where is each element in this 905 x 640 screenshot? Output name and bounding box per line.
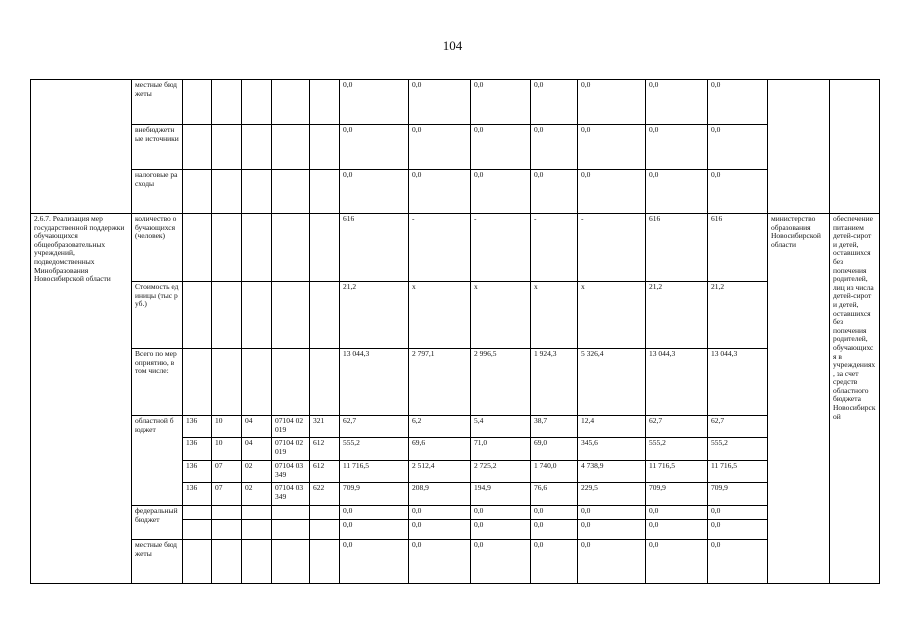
kbk-rz (212, 520, 242, 540)
kbk-gr (183, 214, 212, 282)
kbk-vr (310, 506, 340, 520)
kbk-rz: 07 (212, 461, 242, 483)
table-row (31, 282, 880, 349)
value-plan: 0,0 (646, 170, 708, 214)
value-q4: 0,0 (578, 125, 646, 170)
value-q1: 0,0 (409, 125, 471, 170)
kbk-pr: 02 (242, 461, 272, 483)
value-fact: 13 044,3 (708, 349, 768, 416)
kbk-vr (310, 80, 340, 125)
value-q1: 0,0 (409, 540, 471, 584)
kbk-rz: 10 (212, 438, 242, 461)
value-q3: 69,0 (531, 438, 578, 461)
value-fact: 0,0 (708, 170, 768, 214)
kbk-csr (272, 125, 310, 170)
value-q2: 0,0 (471, 170, 531, 214)
value-plan: 0,0 (646, 80, 708, 125)
value-q3: 38,7 (531, 416, 578, 438)
kbk-gr (183, 80, 212, 125)
page-number: 104 (442, 38, 463, 53)
value-total: 555,2 (340, 438, 409, 461)
value-plan: 0,0 (646, 540, 708, 584)
value-q1: 2 512,4 (409, 461, 471, 483)
kbk-pr (242, 540, 272, 584)
table-row (31, 125, 880, 170)
value-q4: 0,0 (578, 170, 646, 214)
value-q1: - (409, 214, 471, 282)
value-fact: 0,0 (708, 520, 768, 540)
value-fact: 709,9 (708, 483, 768, 506)
value-fact: 616 (708, 214, 768, 282)
kbk-csr (272, 349, 310, 416)
value-q3: - (531, 214, 578, 282)
kbk-pr (242, 170, 272, 214)
kbk-vr (310, 520, 340, 540)
kbk-pr (242, 125, 272, 170)
value-q1: х (409, 282, 471, 349)
value-q3: 76,6 (531, 483, 578, 506)
kbk-pr (242, 349, 272, 416)
value-fact: 21,2 (708, 282, 768, 349)
source-name: количество обучающихся (человек) (132, 214, 183, 282)
kbk-rz (212, 170, 242, 214)
budget-table (30, 79, 880, 584)
value-q3: 0,0 (531, 506, 578, 520)
value-q1: 0,0 (409, 520, 471, 540)
value-q4: 0,0 (578, 540, 646, 584)
value-q2: - (471, 214, 531, 282)
source-name: налоговые расходы (132, 170, 183, 214)
value-q4: 0,0 (578, 520, 646, 540)
value-q4: 12,4 (578, 416, 646, 438)
kbk-gr (183, 282, 212, 349)
value-q2: 2 996,5 (471, 349, 531, 416)
kbk-csr: 07104 03349 (272, 461, 310, 483)
kbk-rz (212, 80, 242, 125)
kbk-pr (242, 506, 272, 520)
kbk-csr: 07104 03349 (272, 483, 310, 506)
kbk-rz (212, 540, 242, 584)
value-q4: - (578, 214, 646, 282)
kbk-rz: 07 (212, 483, 242, 506)
source-name: областной бюджет (132, 416, 183, 506)
value-total: 62,7 (340, 416, 409, 438)
value-q4: х (578, 282, 646, 349)
value-total: 0,0 (340, 80, 409, 125)
measure-cell-prev (31, 80, 132, 214)
value-plan: 21,2 (646, 282, 708, 349)
kbk-vr (310, 282, 340, 349)
value-plan: 11 716,5 (646, 461, 708, 483)
value-total: 0,0 (340, 540, 409, 584)
value-q1: 0,0 (409, 80, 471, 125)
kbk-vr (310, 125, 340, 170)
table-row (31, 349, 880, 416)
value-fact: 0,0 (708, 506, 768, 520)
kbk-gr: 136 (183, 416, 212, 438)
kbk-csr (272, 506, 310, 520)
kbk-gr (183, 170, 212, 214)
value-plan: 62,7 (646, 416, 708, 438)
kbk-vr (310, 349, 340, 416)
value-q2: 194,9 (471, 483, 531, 506)
value-q2: 71,0 (471, 438, 531, 461)
kbk-rz (212, 349, 242, 416)
kbk-gr (183, 540, 212, 584)
kbk-pr (242, 214, 272, 282)
kbk-rz (212, 214, 242, 282)
table-row (31, 214, 880, 282)
table-row (31, 170, 880, 214)
value-q3: 0,0 (531, 520, 578, 540)
value-q4: 0,0 (578, 80, 646, 125)
value-fact: 0,0 (708, 80, 768, 125)
value-q2: 0,0 (471, 125, 531, 170)
result-cell-prev (830, 80, 880, 214)
value-plan: 616 (646, 214, 708, 282)
source-name: местные бюджеты (132, 80, 183, 125)
value-q4: 5 326,4 (578, 349, 646, 416)
kbk-vr (310, 214, 340, 282)
value-total: 0,0 (340, 506, 409, 520)
kbk-vr: 612 (310, 461, 340, 483)
value-q2: х (471, 282, 531, 349)
value-total: 0,0 (340, 125, 409, 170)
kbk-csr (272, 520, 310, 540)
value-q3: 1 924,3 (531, 349, 578, 416)
value-q4: 229,5 (578, 483, 646, 506)
value-q4: 0,0 (578, 506, 646, 520)
expected-result: обеспечение питанием детей-сирот и детей, оставшихся без попечения родителей, лиц из числа детей-сирот и детей, оставшихся без попечения родителей, обучающихся в учреждениях, за счет средств областного бюджета Новосибирской (830, 214, 880, 584)
value-plan: 13 044,3 (646, 349, 708, 416)
kbk-pr: 04 (242, 438, 272, 461)
value-total: 616 (340, 214, 409, 282)
value-plan: 709,9 (646, 483, 708, 506)
source-name: местные бюджеты (132, 540, 183, 584)
table-row (31, 540, 880, 584)
value-q1: 69,6 (409, 438, 471, 461)
kbk-gr: 136 (183, 438, 212, 461)
kbk-csr: 07104 02019 (272, 416, 310, 438)
value-q1: 0,0 (409, 170, 471, 214)
kbk-vr: 612 (310, 438, 340, 461)
value-q3: 0,0 (531, 125, 578, 170)
kbk-rz (212, 282, 242, 349)
value-fact: 0,0 (708, 540, 768, 584)
value-plan: 0,0 (646, 506, 708, 520)
value-q1: 2 797,1 (409, 349, 471, 416)
measure-name: 2.6.7. Реализация мер государственной поддержки обучающихся общеобразовательных учреждений, подведомственных Минобразования Новосибирской области (31, 214, 132, 584)
value-q3: 0,0 (531, 80, 578, 125)
kbk-rz (212, 506, 242, 520)
table-row (31, 80, 880, 125)
kbk-gr (183, 506, 212, 520)
value-plan: 0,0 (646, 125, 708, 170)
kbk-pr (242, 282, 272, 349)
value-fact: 0,0 (708, 125, 768, 170)
kbk-pr (242, 520, 272, 540)
value-fact: 11 716,5 (708, 461, 768, 483)
kbk-gr: 136 (183, 461, 212, 483)
kbk-pr: 04 (242, 416, 272, 438)
kbk-rz: 10 (212, 416, 242, 438)
kbk-gr (183, 349, 212, 416)
value-q3: 0,0 (531, 170, 578, 214)
value-q4: 4 738,9 (578, 461, 646, 483)
source-name: внебюджетные источники (132, 125, 183, 170)
value-q2: 0,0 (471, 520, 531, 540)
kbk-gr (183, 520, 212, 540)
kbk-csr: 07104 02019 (272, 438, 310, 461)
kbk-vr: 622 (310, 483, 340, 506)
kbk-csr (272, 540, 310, 584)
value-total: 21,2 (340, 282, 409, 349)
value-fact: 62,7 (708, 416, 768, 438)
kbk-gr (183, 125, 212, 170)
executor-name: министерство образования Новосибирской области (768, 214, 830, 584)
kbk-gr: 136 (183, 483, 212, 506)
value-total: 0,0 (340, 170, 409, 214)
value-fact: 555,2 (708, 438, 768, 461)
value-total: 709,9 (340, 483, 409, 506)
table-row (31, 506, 880, 520)
kbk-csr (272, 170, 310, 214)
value-plan: 0,0 (646, 520, 708, 540)
value-q2: 0,0 (471, 80, 531, 125)
kbk-vr: 321 (310, 416, 340, 438)
kbk-vr (310, 170, 340, 214)
value-q4: 345,6 (578, 438, 646, 461)
value-q2: 0,0 (471, 506, 531, 520)
source-name: федеральный бюджет (132, 506, 183, 540)
kbk-rz (212, 125, 242, 170)
value-q3: х (531, 282, 578, 349)
value-q3: 0,0 (531, 540, 578, 584)
executor-cell-prev (768, 80, 830, 214)
value-total: 0,0 (340, 520, 409, 540)
value-q1: 6,2 (409, 416, 471, 438)
kbk-pr: 02 (242, 483, 272, 506)
kbk-vr (310, 540, 340, 584)
value-q2: 2 725,2 (471, 461, 531, 483)
value-q1: 0,0 (409, 506, 471, 520)
kbk-pr (242, 80, 272, 125)
value-q2: 0,0 (471, 540, 531, 584)
value-total: 13 044,3 (340, 349, 409, 416)
value-plan: 555,2 (646, 438, 708, 461)
value-q3: 1 740,0 (531, 461, 578, 483)
value-q1: 208,9 (409, 483, 471, 506)
value-total: 11 716,5 (340, 461, 409, 483)
kbk-csr (272, 282, 310, 349)
kbk-csr (272, 80, 310, 125)
source-name: Стоимость единицы (тыс руб.) (132, 282, 183, 349)
kbk-csr (272, 214, 310, 282)
source-name: Всего по мероприятию, в том числе: (132, 349, 183, 416)
value-q2: 5,4 (471, 416, 531, 438)
table-row (31, 416, 880, 438)
